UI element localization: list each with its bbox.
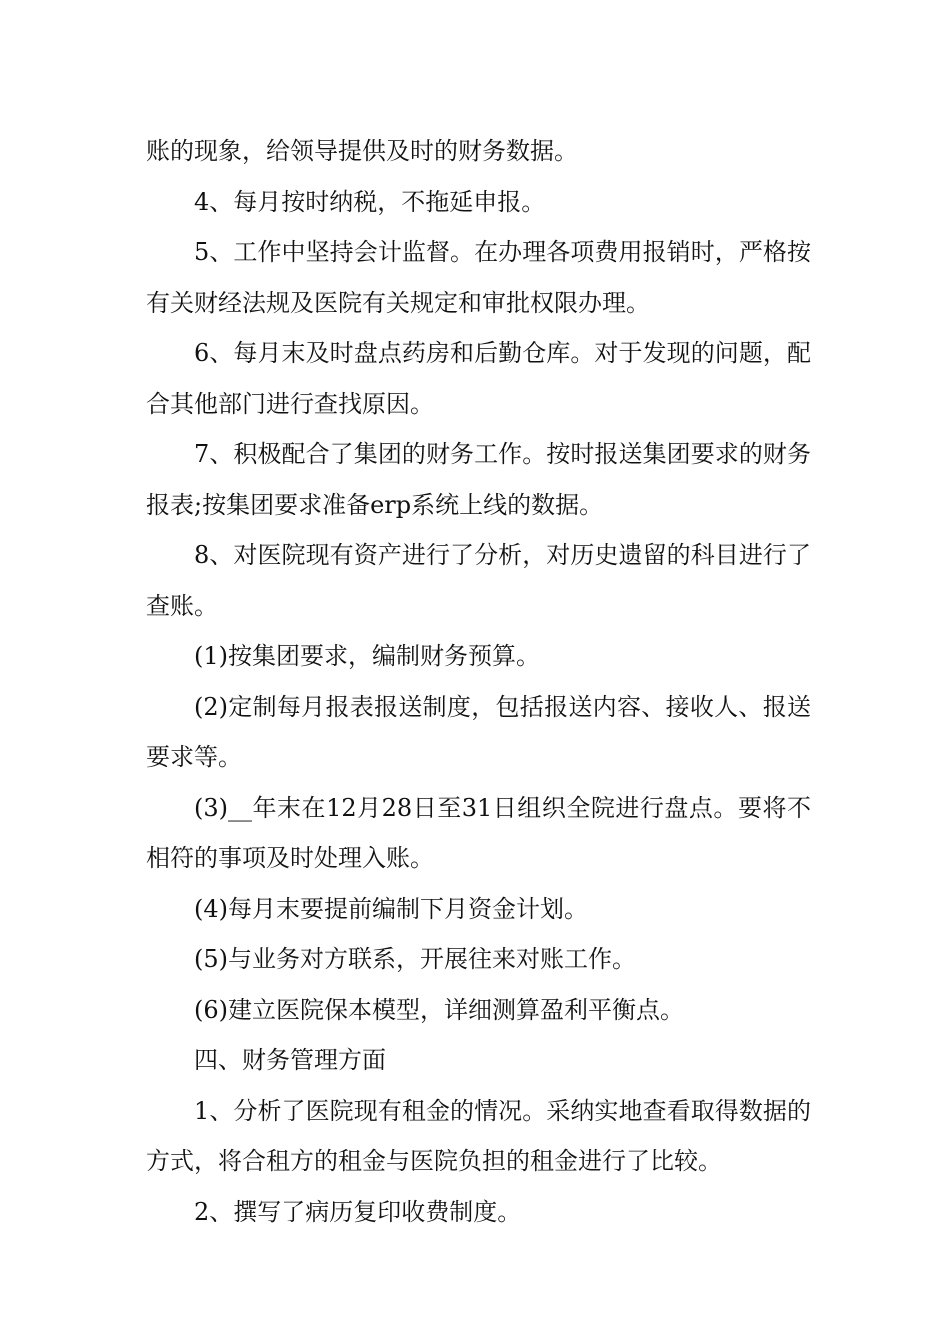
list-item: (3)__年末在12月28日至31日组织全院进行盘点。要将不相符的事项及时处理入账。 bbox=[146, 793, 811, 872]
paragraph: 5、工作中坚持会计监督。在办理各项费用报销时，严格按有关财经法规及医院有关规定和审批权限办理。 bbox=[146, 238, 811, 317]
section-heading: 四、财务管理方面 bbox=[194, 1046, 386, 1074]
paragraph: 4、每月按时纳税，不拖延申报。 bbox=[194, 187, 546, 216]
list-item: (5)与业务对方联系，开展往来对账工作。 bbox=[194, 945, 636, 973]
paragraph: 7、积极配合了集团的财务工作。按时报送集团要求的财务报表;按集团要求准备erp系统上线的数据。 bbox=[146, 440, 811, 519]
paragraph: 8、对医院现有资产进行了分析，对历史遗留的科目进行了查账。 bbox=[146, 541, 811, 620]
list-item: (1)按集团要求，编制财务预算。 bbox=[194, 642, 540, 670]
paragraph: 账的现象，给领导提供及时的财务数据。 bbox=[146, 137, 578, 165]
list-item: (6)建立医院保本模型，详细测算盈利平衡点。 bbox=[194, 995, 684, 1024]
paragraph: 6、每月末及时盘点药房和后勤仓库。对于发现的问题，配合其他部门进行查找原因。 bbox=[146, 339, 811, 418]
document-body bbox=[146, 126, 811, 1237]
paragraph: 1、分析了医院现有租金的情况。采纳实地查看取得数据的方式，将合租方的租金与医院负担的租金进行了比较。 bbox=[146, 1096, 811, 1175]
list-item: (4)每月末要提前编制下月资金计划。 bbox=[194, 894, 588, 923]
paragraph: 2、撰写了病历复印收费制度。 bbox=[194, 1197, 522, 1226]
list-item: (2)定制每月报表报送制度，包括报送内容、接收人、报送要求等。 bbox=[146, 692, 811, 771]
